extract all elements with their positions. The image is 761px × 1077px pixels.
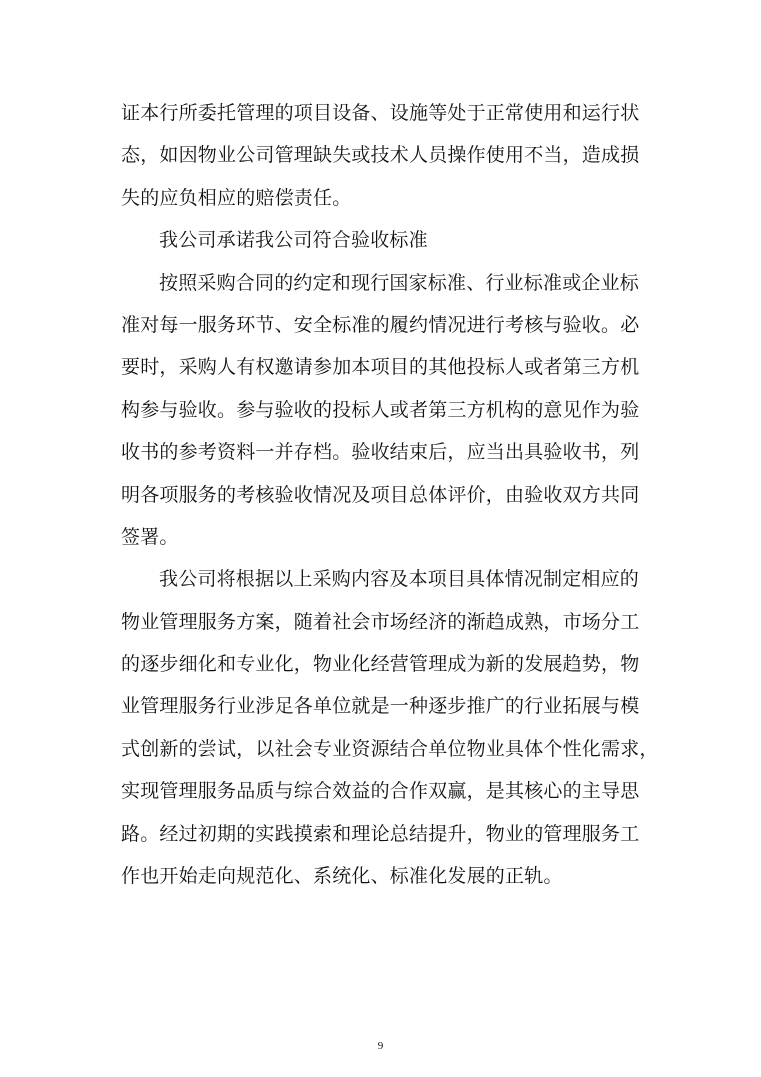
paragraph-line: 签署。 [121, 525, 179, 548]
paragraph-line: 构参与验收。参与验收的投标人或者第三方机构的意见作为验 [121, 398, 640, 421]
paragraph-line: 要时，采购人有权邀请参加本项目的其他投标人或者第三方机 [121, 356, 640, 379]
section-heading: 我公司承诺我公司符合验收标准 [159, 229, 428, 252]
paragraph-line: 收书的参考资料一并存档。验收结束后，应当出具验收书，列 [121, 441, 640, 464]
paragraph-line: 准对每一服务环节、安全标准的履约情况进行考核与验收。必 [121, 313, 640, 336]
body-text [121, 92, 659, 897]
paragraph-line: 失的应负相应的赔偿责任。 [121, 186, 352, 209]
paragraph-line: 明各项服务的考核验收情况及项目总体评价，由验收双方共同 [121, 483, 640, 506]
paragraph-line: 作也开始走向规范化、系统化、标准化发展的正轨。 [121, 865, 563, 888]
paragraph-line: 式创新的尝试，以社会专业资源结合单位物业具体个性化需求， [121, 737, 659, 760]
paragraph-line: 的逐步细化和专业化，物业化经营管理成为新的发展趋势，物 [121, 653, 640, 676]
paragraph-line: 路。经过初期的实践摸索和理论总结提升，物业的管理服务工 [121, 822, 640, 845]
paragraph-line: 物业管理服务方案，随着社会市场经济的渐趋成熟，市场分工 [121, 610, 640, 633]
paragraph-line: 按照采购合同的约定和现行国家标准、行业标准或企业标 [159, 271, 640, 294]
paragraph-line: 实现管理服务品质与综合效益的合作双赢，是其核心的主导思 [121, 780, 640, 803]
paragraph-line: 态，如因物业公司管理缺失或技术人员操作使用不当，造成损 [121, 144, 640, 167]
page-number: 9 [377, 1040, 384, 1052]
paragraph-line: 业管理服务行业涉足各单位就是一种逐步推广的行业拓展与模 [121, 695, 640, 718]
paragraph-line: 我公司将根据以上采购内容及本项目具体情况制定相应的 [159, 568, 640, 591]
paragraph-line: 证本行所委托管理的项目设备、设施等处于正常使用和运行状 [121, 102, 640, 124]
